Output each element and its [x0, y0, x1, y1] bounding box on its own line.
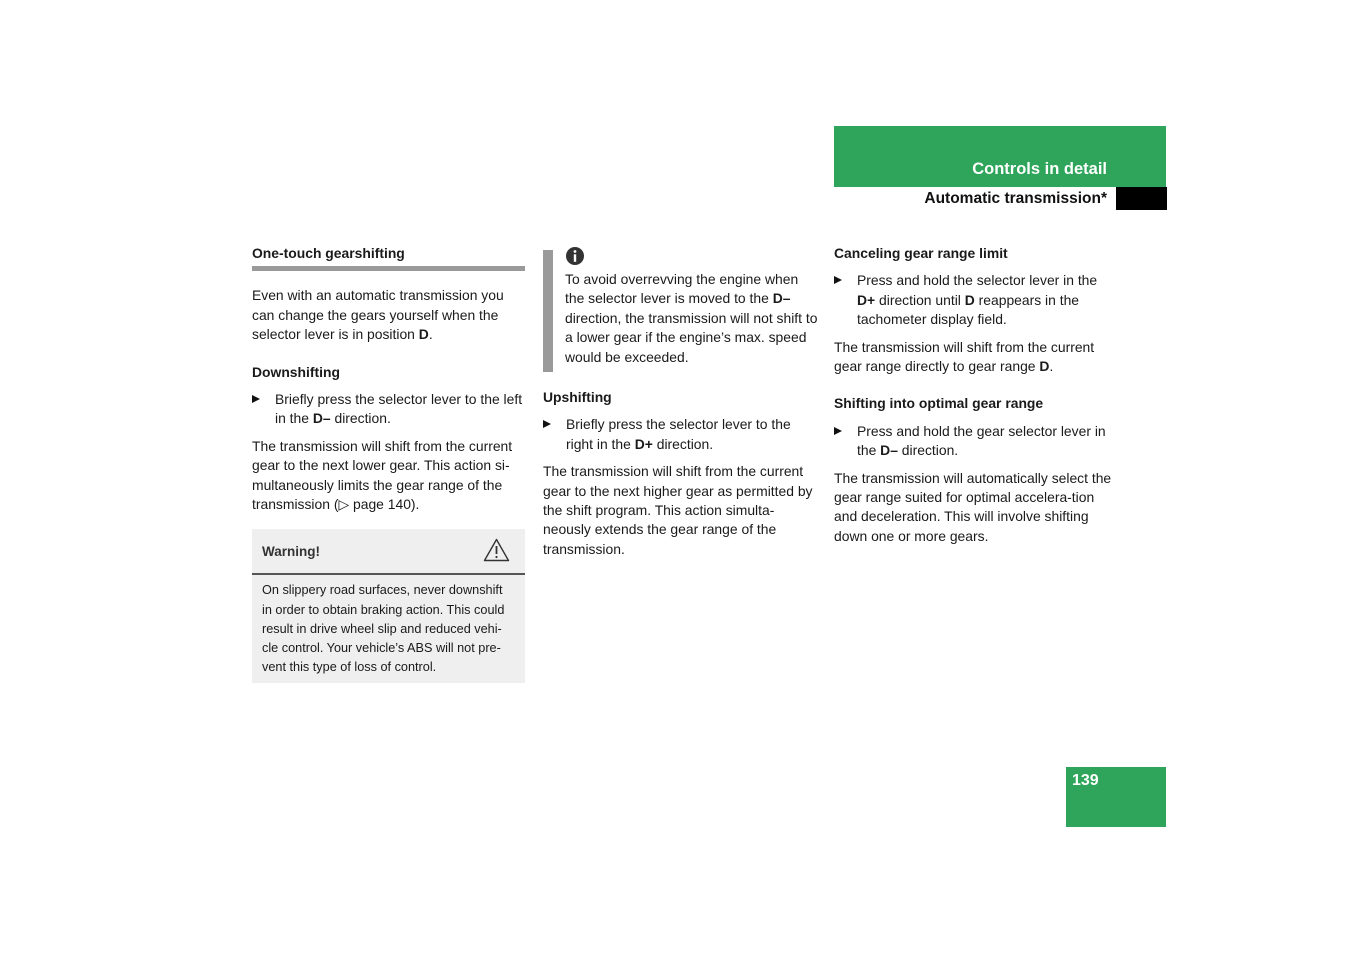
downshifting-heading: Downshifting	[252, 363, 340, 380]
info-note	[543, 246, 818, 367]
upshift-result: The transmission will shift from the current gear to the next higher gear as permitted by the shift program. This action simulta-neously extends the gear range of the transmission.	[543, 463, 813, 557]
upshifting-heading: Upshifting	[543, 389, 612, 406]
bullet-arrow-icon	[834, 427, 842, 435]
downshift-step: Briefly press the selector lever to the left in the D– direction.	[252, 390, 525, 429]
canceling-heading: Canceling gear range limit	[834, 245, 1008, 261]
bullet-arrow-icon	[252, 395, 260, 403]
upshift-step: Briefly press the selector lever to the right in the D+ direction.	[543, 415, 818, 454]
page-number-box	[1066, 767, 1166, 827]
warning-title: Warning!	[262, 544, 320, 560]
bullet-arrow-icon	[834, 276, 842, 284]
header-marker	[1116, 187, 1167, 210]
downshift-result: The transmission will shift from the current gear to the next lower gear. This action si-multaneously limits the gear range of the transmission (▷ page 140).	[252, 437, 513, 513]
warning-box	[252, 529, 525, 683]
header-band	[834, 126, 1166, 187]
column-right	[834, 244, 1114, 554]
warning-text: On slippery road surfaces, never downshift in order to obtain braking action. This could result in drive wheel slip and reduced vehi-cle control. Your vehicle’s ABS will not pre-vent this type of loss of control.	[262, 583, 505, 675]
cancel-step: Press and hold the selector lever in the D+ direction until D reappears in the tachometer display field.	[834, 271, 1114, 329]
optimal-heading: Shifting into optimal gear range	[834, 395, 1044, 412]
cancel-result: The transmission will shift from the current gear range directly to gear range D.	[834, 338, 1095, 375]
optimal-step: Press and hold the gear selector lever in the D– direction.	[834, 422, 1114, 461]
chapter-subtitle: Automatic transmission*	[924, 190, 1107, 207]
page-number: 139	[1072, 772, 1099, 789]
info-icon	[565, 246, 585, 266]
column-middle	[543, 246, 818, 567]
intro-paragraph: Even with an automatic transmission you can change the gears yourself when the selector lever is in position D.	[252, 287, 504, 343]
optimal-result: The transmission will automatically select the gear range suited for optimal accelera-tion and deceleration. This will involve shifting down one or more gears.	[834, 469, 1112, 544]
section-heading: One-touch gearshifting	[252, 244, 525, 271]
column-left	[252, 244, 525, 683]
section-title: Controls in detail	[972, 160, 1107, 178]
note-bar	[543, 250, 553, 372]
bullet-arrow-icon	[543, 420, 551, 428]
warning-triangle-icon	[483, 538, 510, 562]
warning-header	[252, 529, 525, 575]
info-note-text: To avoid overrevving the engine when the selector lever is moved to the D– direction, the transmission will not shift to a lower gear if the engine’s max. speed would be exceeded.	[565, 271, 818, 365]
